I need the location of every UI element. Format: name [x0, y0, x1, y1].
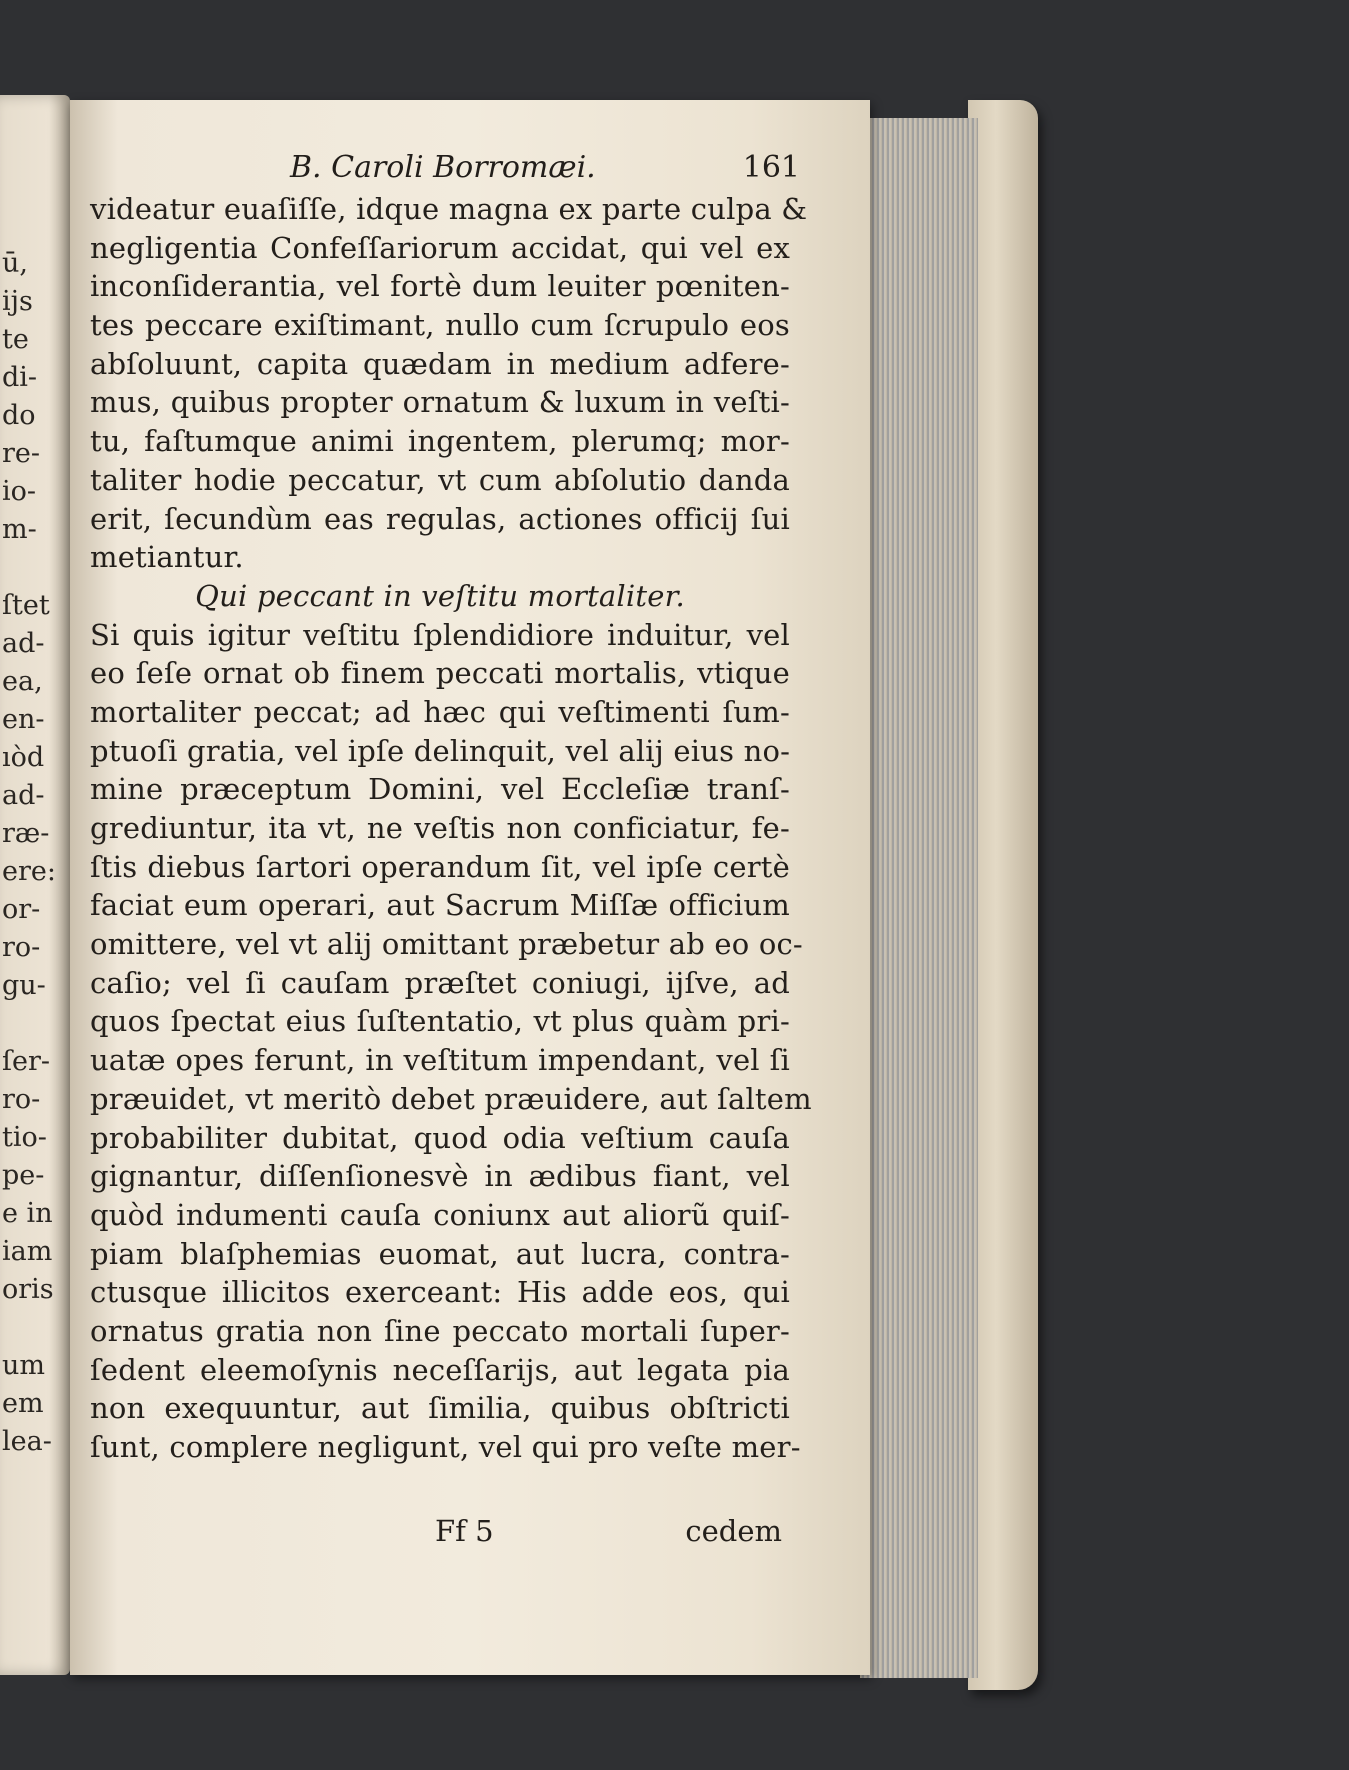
text-line: non exequuntur, aut ſimilia, quibus obſtricti [90, 1391, 790, 1426]
text-line: grediuntur, ita vt, ne veſtis non conficiatur, fe- [90, 811, 790, 845]
left-fragment [2, 1309, 68, 1347]
text-line: negligentia Confeſſariorum accidat, qui vel ex [90, 230, 790, 265]
left-fragment: en- [2, 704, 45, 735]
left-fragment: ıòd [2, 742, 45, 773]
left-fragment: ſer- [2, 1046, 51, 1077]
text-line: quos ſpectat eius ſuſtentatio, vt plus quàm pri- [90, 1004, 790, 1039]
left-page [0, 95, 70, 1675]
text-line: abſoluunt, capita quædam in medium adfere- [90, 346, 790, 381]
page-number: 161 [742, 150, 800, 185]
text-line: inconſiderantia, vel fortè dum leuiter pœniten- [90, 269, 790, 304]
text-line: ctusque illicitos exerceant: His adde eos, qui [90, 1275, 790, 1310]
left-fragment: ad- [2, 628, 45, 659]
left-fragment: ea, [2, 666, 43, 697]
left-fragment: do [2, 400, 36, 431]
text-line: ſtis diebus ſartori operandum ſit, vel ipſe certè [90, 849, 790, 884]
left-fragment: di- [2, 362, 38, 393]
text-line: probabiliter dubitat, quod odia veſtium cauſa [90, 1120, 790, 1155]
text-line: præuidet, vt meritò debet præuidere, aut ſaltem [90, 1081, 812, 1116]
text-line: mus, quibus propter ornatum & luxum in veſti- [90, 385, 790, 420]
left-fragment: ū, [2, 248, 28, 279]
left-fragment: oris [2, 1274, 54, 1305]
text-line: tu, faſtumque animi ingentem, plerumq; mor- [90, 424, 790, 459]
left-fragment: io- [2, 476, 37, 507]
left-fragment: pe- [2, 1160, 45, 1191]
signature-mark: Ff 5 [435, 1514, 494, 1548]
text-line: metiantur. [90, 540, 244, 575]
text-line: taliter hodie peccatur, vt cum abſolutio danda [90, 462, 790, 497]
text-line: faciat eum operari, aut Sacrum Miſſæ officium [90, 888, 790, 923]
page-header [290, 150, 810, 190]
text-line: quòd indumenti cauſa coniunx aut aliorũ quiſ- [90, 1197, 790, 1232]
text-line: mortaliter peccat; ad hæc qui veſtimenti ſum- [90, 694, 790, 729]
left-fragment [2, 1005, 68, 1043]
left-fragment: ræ- [2, 818, 50, 849]
left-fragment: ſtet [2, 590, 50, 621]
text-line: caſio; vel ſi cauſam præſtet coniugi, ijſve, ad [90, 965, 790, 1000]
left-fragment: um [2, 1350, 45, 1381]
text-line: ptuoſi gratia, vel ipſe delinquit, vel alij eius no- [90, 733, 791, 768]
text-line: uatæ opes ferunt, in veſtitum impendant, vel ſi [90, 1043, 790, 1078]
text-line: eo ſeſe ornat ob finem peccati mortalis, vtique [90, 656, 790, 691]
left-fragment: lea- [2, 1426, 52, 1457]
left-page-text [2, 245, 68, 1461]
left-fragment: e in [2, 1198, 53, 1229]
text-line: omittere, vel vt alij omittant præbetur ab eo oc- [90, 927, 803, 962]
left-fragment: ijs [2, 286, 33, 317]
left-fragment: ro- [2, 1084, 41, 1115]
book-cover [968, 100, 1038, 1690]
left-fragment [2, 549, 68, 587]
left-fragment: em [2, 1388, 44, 1419]
left-fragment: re- [2, 438, 41, 469]
text-line: tes peccare exiſtimant, nullo cum ſcrupulo eos [90, 308, 790, 343]
left-fragment: te [2, 324, 29, 355]
running-title: B. Caroli Borromæi. [290, 150, 596, 185]
text-line: piam blaſphemias euomat, aut lucra, contra- [90, 1236, 790, 1271]
page-footer [90, 1514, 790, 1554]
left-fragment: iam [2, 1236, 53, 1267]
left-fragment: ere: [2, 856, 56, 887]
catchword: cedem [685, 1514, 782, 1548]
left-fragment: tio- [2, 1122, 47, 1153]
text-line: erit, ſecundùm eas regulas, actiones officij ſui [90, 501, 790, 536]
left-fragment: ro- [2, 932, 41, 963]
left-fragment: or- [2, 894, 41, 925]
left-fragment: gu- [2, 970, 46, 1001]
left-fragment: ad- [2, 780, 45, 811]
body-text [90, 190, 812, 1467]
text-line: videatur euaſiſſe, idque magna ex parte culpa & [90, 192, 808, 226]
text-line: gignantur, diſſenſionesvè in ædibus fiant, vel [90, 1159, 790, 1194]
text-line: ſedent eleemoſynis neceſſarijs, aut legata pia [90, 1352, 790, 1387]
text-line: ſunt, complere negligunt, vel qui pro veſte mer- [90, 1430, 801, 1464]
left-fragment: m- [2, 514, 37, 545]
text-line: Si quis igitur veſtitu ſplendidiore induitur, vel [90, 617, 790, 652]
text-line: mine præceptum Domini, vel Eccleſiæ tranſ- [90, 772, 790, 807]
text-line: ornatus gratia non ſine peccato mortali ſuper- [90, 1313, 790, 1348]
page-block-edge [860, 118, 978, 1678]
section-heading: Qui peccant in veſtitu mortaliter. [195, 578, 685, 613]
